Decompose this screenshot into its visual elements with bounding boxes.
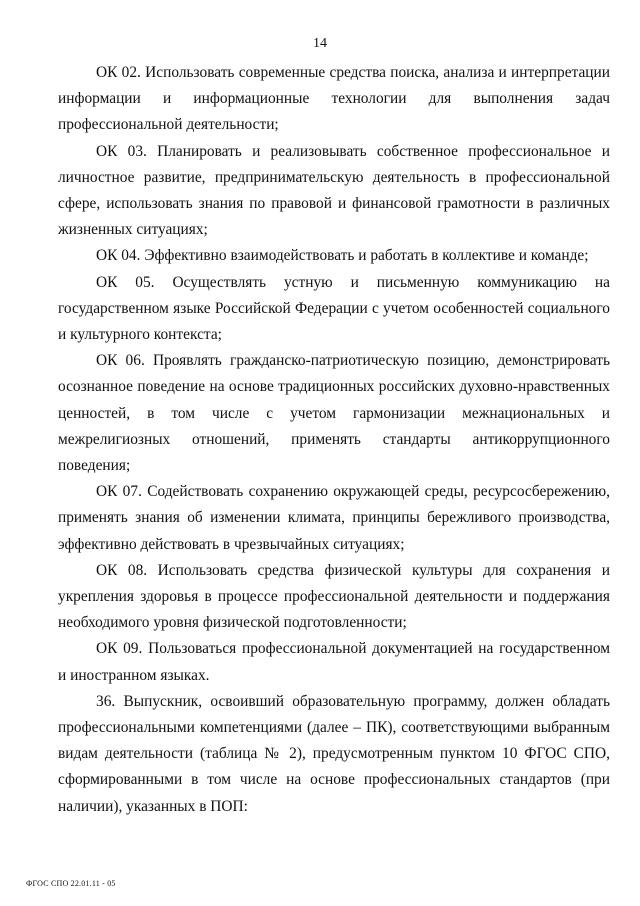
paragraph-ok-05: ОК 05. Осуществлять устную и письменную коммуникацию на государственном языке Российской Федерации с учетом особенностей социального и культурного контекста;: [58, 273, 610, 344]
paragraph-ok-06: ОК 06. Проявлять гражданско-патриотическую позицию, демонстрировать осознанное поведение на основе традиционных российских духовно-нравственных ценностей, в том числе с учетом гармонизации межнациональных и межрелигиозных отношений, применять стандарты антикоррупционного поведения;: [58, 352, 610, 475]
document-body: [58, 60, 610, 820]
paragraph-ok-08: ОК 08. Использовать средства физической культуры для сохранения и укрепления здоровья в процессе профессиональной деятельности и поддержания необходимого уровня физической подготовленности;: [58, 561, 610, 632]
paragraph-ok-04: ОК 04. Эффективно взаимодействовать и работать в коллективе и команде;: [96, 247, 589, 265]
paragraph-ok-02: ОК 02. Использовать современные средства поиска, анализа и интерпретации информации и информационные технологии для выполнения задач профессиональной деятельности;: [58, 64, 610, 134]
footer-document-code: ФГОС СПО 22.01.11 - 05: [26, 879, 116, 888]
paragraph-ok-03: ОК 03. Планировать и реализовывать собственное профессиональное и личностное развитие, предпринимательскую деятельность в профессиональной сфере, использовать знания по правовой и финансовой грамотности в различных жизненных ситуациях;: [58, 142, 610, 239]
paragraph-ok-09: ОК 09. Пользоваться профессиональной документацией на государственном и иностранном языках.: [58, 640, 610, 684]
paragraph-ok-07: ОК 07. Содействовать сохранению окружающей среды, ресурсосбережению, применять знания об изменении климата, принципы бережливого производства, эффективно действовать в чрезвычайных ситуациях;: [58, 483, 610, 553]
page-number: 14: [313, 36, 327, 51]
paragraph-item-36: 36. Выпускник, освоивший образовательную программу, должен обладать профессиональными компетенциями (далее – ПК), соответствующими выбранным видам деятельности (таблица № 2), предусмотренным пунктом 10 ФГОС СПО, сформированными в том числе на основе профессиональных стандартов (при наличии), указанных в ПОП:: [58, 692, 610, 815]
